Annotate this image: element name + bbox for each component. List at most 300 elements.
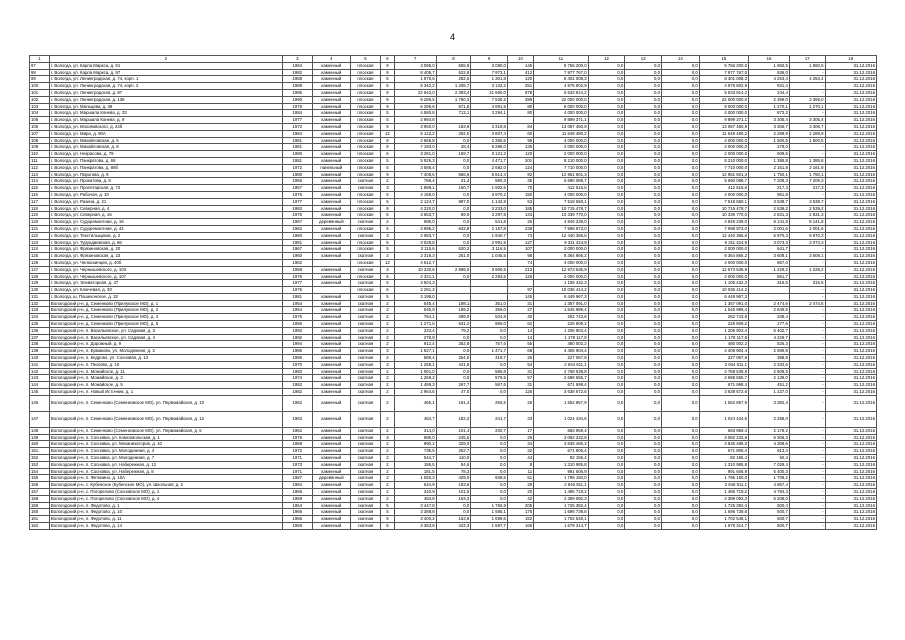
table-cell: 2 332,6: [749, 361, 790, 368]
table-cell: 1981: [282, 137, 312, 144]
table-cell: 9 286,5: [394, 96, 436, 103]
table-cell: 1979: [282, 103, 312, 110]
table-cell: 1 105 432,3: [699, 280, 748, 287]
table-cell: каменный: [313, 76, 351, 83]
table-cell: 3 198,0: [394, 293, 436, 300]
table-cell: скатная: [350, 368, 380, 375]
table-cell: 5: [381, 523, 395, 530]
table-cell: 0,0: [588, 355, 625, 362]
table-cell: Вологодский р-н, п. Можайское, д. 5: [49, 382, 282, 389]
table-cell: 544,9: [394, 482, 436, 489]
table-cell: 5 970,3: [749, 232, 790, 239]
table-cell: 0,0: [588, 502, 625, 509]
table-cell: 143: [30, 375, 50, 382]
table-cell: 2: [381, 395, 395, 411]
table-cell: панельный: [313, 164, 351, 171]
table-cell: 148: [30, 427, 50, 434]
table-cell: каменный: [313, 327, 351, 334]
table-cell: 0,0: [662, 232, 700, 239]
table-cell: 2 001,6: [749, 225, 790, 232]
table-cell: 0,0: [436, 205, 471, 212]
table-cell: деревянный: [313, 219, 351, 226]
table-cell: 1 178 117,8: [534, 334, 589, 341]
table-cell: скатная: [350, 178, 380, 185]
table-cell: 3 029,8: [394, 239, 436, 246]
table-cell: 20: [507, 489, 533, 496]
table-cell: 2: [381, 300, 395, 307]
table-cell: 31.12.2016: [825, 212, 876, 219]
table-cell: -: [789, 144, 825, 151]
table-cell: Вологодский р-н, п. Дорожный, д. 9: [49, 341, 282, 348]
table-cell: 0,0: [588, 395, 625, 411]
table-cell: 144: [507, 212, 533, 219]
table-cell: 2 964,6: [394, 389, 436, 396]
table-cell: -: [789, 368, 825, 375]
table-cell: Вологодский р-н, п. Федотово, д. 11: [49, 516, 282, 523]
table-cell: 0,0: [625, 253, 662, 260]
table-cell: 6 286,0: [471, 144, 508, 151]
table-cell: 31.12.2016: [825, 280, 876, 287]
table-cell: 1 750,1: [749, 171, 790, 178]
table-cell: 1 050,3: [394, 475, 436, 482]
table-cell: 5 690 088,7: [699, 178, 748, 185]
table-cell: 127: [30, 266, 50, 273]
table-cell: 115: [30, 185, 50, 192]
table-cell: 1 696 739,8: [534, 509, 589, 516]
table-cell: 31.12.2016: [825, 232, 876, 239]
table-cell: 1962: [282, 225, 312, 232]
table-cell: 0,0: [588, 293, 625, 300]
table-cell: 1967: [282, 246, 312, 253]
table-cell: 11 649 480,2: [699, 130, 748, 137]
table-cell: 2 355,6: [471, 137, 508, 144]
table-cell: 4 975 802,9: [534, 83, 589, 90]
table-cell: 2 178,2: [749, 427, 790, 434]
table-cell: 158: [30, 495, 50, 502]
table-cell: плоская: [350, 110, 380, 117]
table-cell: 2 289,9: [789, 130, 825, 137]
table-cell: 282,6: [436, 76, 471, 83]
table-cell: 0,0: [588, 253, 625, 260]
table-cell: 0,0: [662, 523, 700, 530]
table-cell: 78,3: [436, 468, 471, 475]
table-cell: 2: [381, 355, 395, 362]
table-cell: 1954: [282, 307, 312, 314]
table-cell: 0,0: [662, 361, 700, 368]
table-cell: -: [789, 321, 825, 328]
table-cell: 31.12.2016: [825, 89, 876, 96]
table-row: [30, 334, 877, 341]
table-cell: 150: [30, 441, 50, 448]
table-cell: Вологодский р-н, п. Кедрово, ул. Сосновая, д. 13: [49, 355, 282, 362]
table-cell: 1 902,6: [471, 185, 508, 192]
table-cell: 124: [507, 164, 533, 171]
table-cell: 225 809,2: [534, 321, 589, 328]
table-cell: 7 405,6: [394, 171, 436, 178]
table-cell: 713,1: [436, 110, 471, 117]
table-cell: 5 533 814,2: [534, 89, 589, 96]
table-cell: каменный: [313, 516, 351, 523]
table-cell: 251: [507, 83, 533, 90]
table-cell: 0,0: [625, 307, 662, 314]
table-cell: 412 516,6: [699, 185, 748, 192]
table-cell: 0,0: [436, 157, 471, 164]
table-cell: 3 306,7: [789, 123, 825, 130]
table-cell: г. Вологда, ул. Турундаевская, д. 66: [49, 239, 282, 246]
table-cell: 26: [507, 395, 533, 411]
table-cell: 1957: [282, 185, 312, 192]
table-cell: 0,0: [588, 157, 625, 164]
table-cell: 0,0: [625, 212, 662, 219]
table-cell: 29: [507, 434, 533, 441]
table-row: [30, 212, 877, 219]
table-cell: каменный: [313, 455, 351, 462]
table-cell: каменный: [313, 448, 351, 455]
table-cell: 5 533 814,2: [699, 89, 748, 96]
table-cell: 526,3: [749, 341, 790, 348]
table-cell: 1968: [282, 441, 312, 448]
table-cell: 1 045,5: [471, 253, 508, 260]
table-cell: 2 293,5: [471, 273, 508, 280]
table-cell: 0,0: [588, 171, 625, 178]
table-cell: 2 389 092,3: [699, 495, 748, 502]
table-cell: 352,8: [436, 341, 471, 348]
table-cell: Вологодский р-н, п. Сосновка, ул. Комсомольская, д. 1: [49, 434, 282, 441]
table-cell: 315,5: [749, 280, 790, 287]
column-number-13: 13: [625, 56, 662, 63]
table-cell: 2 000 000,0: [534, 246, 589, 253]
table-row: [30, 151, 877, 158]
table-cell: 0,0: [662, 253, 700, 260]
table-cell: [749, 293, 790, 300]
table-cell: 3 608,1: [749, 253, 790, 260]
table-cell: 1 702 548,1: [699, 516, 748, 523]
table-cell: 0,0: [625, 157, 662, 164]
table-row: [30, 123, 877, 130]
table-row: [30, 348, 877, 355]
table-cell: 0,0: [625, 287, 662, 294]
table-cell: г. Вологда, ул. Челюскинцев, д. 40б: [49, 259, 282, 266]
table-cell: Вологодский р-н, д. Семенково (Прилукское МО), д. 4: [49, 314, 282, 321]
table-cell: 84,6: [436, 461, 471, 468]
table-cell: 3: [381, 434, 395, 441]
table-cell: 0,0: [588, 130, 625, 137]
table-cell: скатная: [350, 411, 380, 427]
table-cell: каменный: [313, 348, 351, 355]
table-cell: 110: [30, 151, 50, 158]
table-cell: 0,0: [588, 76, 625, 83]
table-cell: -: [789, 468, 825, 475]
table-cell: каменный: [313, 355, 351, 362]
table-cell: Вологодский р-н, п. Можайское, д. 2: [49, 375, 282, 382]
table-cell: 82 155,4: [534, 455, 589, 462]
table-cell: -: [789, 89, 825, 96]
table-cell: 0,0: [625, 171, 662, 178]
table-cell: 0,0: [662, 348, 700, 355]
table-cell: 867,0: [749, 259, 790, 266]
table-cell: 0,0: [625, 239, 662, 246]
table-cell: -: [789, 246, 825, 253]
table-row: [30, 232, 877, 239]
table-cell: 3 388,8: [394, 509, 436, 516]
table-cell: 31.12.2016: [825, 123, 876, 130]
table-cell: 0,0: [662, 164, 700, 171]
table-cell: скатная: [350, 327, 380, 334]
table-row: [30, 411, 877, 427]
table-cell: 569,4: [394, 355, 436, 362]
table-cell: 132: [30, 300, 50, 307]
table-cell: 3 905,5: [471, 266, 508, 273]
table-cell: 31.12.2016: [825, 375, 876, 382]
table-cell: 3 504,3: [394, 280, 436, 287]
table-cell: 642,8: [436, 225, 471, 232]
table-cell: 522,8: [436, 69, 471, 76]
table-cell: 98: [30, 69, 50, 76]
table-cell: плоская: [350, 198, 380, 205]
table-cell: 34: [507, 441, 533, 448]
table-cell: каменный: [313, 502, 351, 509]
table-cell: 10 036 414,2: [534, 287, 589, 294]
table-cell: 1959: [282, 495, 312, 502]
table-cell: 1958: [282, 266, 312, 273]
table-cell: 7 536,2: [471, 96, 508, 103]
table-cell: 2: [381, 489, 395, 496]
table-cell: каменный: [313, 382, 351, 389]
data-table: [29, 55, 877, 530]
table-cell: 5: [381, 151, 395, 158]
table-cell: каменный: [313, 137, 351, 144]
table-cell: 936,0: [749, 69, 790, 76]
table-cell: 0,0: [662, 389, 700, 396]
table-cell: 5 614,4: [471, 171, 508, 178]
table-cell: 5: [381, 198, 395, 205]
table-row: [30, 110, 877, 117]
table-cell: скатная: [350, 321, 380, 328]
table-cell: каменный: [313, 89, 351, 96]
table-cell: 3 608,1: [789, 253, 825, 260]
table-cell: 398,8: [749, 355, 790, 362]
table-row: [30, 516, 877, 523]
table-row: [30, 523, 877, 530]
table-cell: 4 406 904,4: [699, 348, 748, 355]
table-cell: 1 357 091,0: [534, 300, 589, 307]
table-cell: 1980: [282, 171, 312, 178]
table-cell: 4 849 239,0: [699, 219, 748, 226]
table-cell: 500,4: [749, 502, 790, 509]
table-cell: 26: [507, 219, 533, 226]
table-cell: 0,0: [588, 69, 625, 76]
table-cell: скатная: [350, 382, 380, 389]
table-header-row: [30, 56, 877, 63]
table-cell: каменный: [313, 151, 351, 158]
table-cell: 1 385,8: [749, 157, 790, 164]
table-cell: 0,0: [662, 489, 700, 496]
table-cell: 3 638 672,6: [534, 389, 589, 396]
table-cell: 0,0: [625, 502, 662, 509]
table-cell: 152: [507, 516, 533, 523]
table-cell: -: [789, 151, 825, 158]
table-cell: 4 000 000,0: [699, 191, 748, 198]
table-cell: г. Вологда, ул. Михайловская, д. 6: [49, 137, 282, 144]
table-cell: -: [789, 361, 825, 368]
table-cell: 31.12.2016: [825, 314, 876, 321]
table-cell: 241,7: [471, 411, 508, 427]
table-cell: 1984: [282, 482, 312, 489]
table-cell: 878: [507, 89, 533, 96]
table-cell: 3 653,7: [394, 212, 436, 219]
table-cell: 2: [381, 307, 395, 314]
table-cell: 31.12.2016: [825, 246, 876, 253]
table-cell: 0,0: [588, 198, 625, 205]
table-cell: г. Вологда, ул. Судоремонтная, д. 16: [49, 219, 282, 226]
table-cell: 31.12.2016: [825, 509, 876, 516]
table-cell: 137: [30, 334, 50, 341]
table-cell: 31.12.2016: [825, 300, 876, 307]
table-cell: -: [789, 411, 825, 427]
table-cell: 1 206 903,4: [534, 327, 589, 334]
table-row: [30, 441, 877, 448]
table-cell: 2 768 538,8: [534, 368, 589, 375]
table-cell: плоская: [350, 89, 380, 96]
table-cell: 4 000 000,0: [534, 191, 589, 198]
table-cell: 4 580,8: [394, 110, 436, 117]
table-cell: 3 638 672,6: [699, 389, 748, 396]
table-cell: 1 976,6: [394, 76, 436, 83]
table-cell: 0,0: [588, 89, 625, 96]
table-cell: 0,0: [588, 62, 625, 69]
table-cell: 343,3: [436, 523, 471, 530]
table-cell: 2: [381, 375, 395, 382]
table-cell: 31.12.2016: [825, 327, 876, 334]
table-cell: 0,0: [588, 225, 625, 232]
table-cell: 1 489,3: [394, 382, 436, 389]
table-row: [30, 321, 877, 328]
table-row: [30, 327, 877, 334]
table-cell: 0,0: [588, 361, 625, 368]
table-cell: 3 132,2: [471, 83, 508, 90]
table-cell: 89,9: [436, 212, 471, 219]
table-cell: 116: [30, 191, 50, 198]
table-cell: 1976: [282, 212, 312, 219]
table-cell: 500,7: [749, 516, 790, 523]
table-cell: 2 688 555,7: [699, 375, 748, 382]
table-cell: 145: [507, 293, 533, 300]
table-cell: 31.12.2016: [825, 427, 876, 434]
table-cell: скатная: [350, 434, 380, 441]
table-cell: 683 959,4: [534, 427, 589, 434]
table-cell: 348,4: [749, 314, 790, 321]
table-cell: 6 449 967,3: [534, 293, 589, 300]
table-cell: 1 208,7: [436, 83, 471, 90]
table-cell: каменный: [313, 157, 351, 164]
table-cell: 1981: [282, 157, 312, 164]
table-cell: 31.12.2016: [825, 482, 876, 489]
table-cell: 12 573 536,9: [699, 266, 748, 273]
table-cell: 1 301,8: [471, 76, 508, 83]
table-cell: 0,0: [588, 103, 625, 110]
table-cell: 92: [507, 171, 533, 178]
table-cell: 0,0: [662, 395, 700, 411]
table-cell: 28,4: [436, 144, 471, 151]
table-cell: 0,0: [436, 375, 471, 382]
table-cell: 251,0: [436, 253, 471, 260]
table-cell: 4 229,7: [749, 334, 790, 341]
table-cell: 0,0: [588, 455, 625, 462]
table-cell: 2 369,0: [789, 96, 825, 103]
table-cell: 278,8: [394, 334, 436, 341]
table-cell: скатная: [350, 441, 380, 448]
table-cell: 9: [381, 103, 395, 110]
table-cell: -: [789, 191, 825, 198]
table-cell: 3 353,8: [394, 523, 436, 530]
column-number-11: 11: [534, 56, 589, 63]
table-cell: 0,0: [625, 375, 662, 382]
table-row: [30, 389, 877, 396]
table-cell: каменный: [313, 246, 351, 253]
table-cell: 100: [30, 83, 50, 90]
table-cell: 31.12.2016: [825, 198, 876, 205]
table-cell: 1 270,1: [789, 103, 825, 110]
table-cell: 1982: [282, 389, 312, 396]
table-cell: 5 208,0: [749, 495, 790, 502]
table-cell: плоская: [350, 103, 380, 110]
table-cell: каменный: [313, 266, 351, 273]
table-cell: 0,0: [662, 212, 700, 219]
table-cell: 0,0: [625, 62, 662, 69]
table-cell: 8 364 866,2: [534, 253, 589, 260]
table-cell: Вологодский р-н, п. Новый Источник, д. 1: [49, 389, 282, 396]
table-cell: -: [789, 441, 825, 448]
table-cell: плоская: [350, 137, 380, 144]
table-cell: 0,0: [471, 434, 508, 441]
table-cell: 1986: [282, 348, 312, 355]
table-cell: 0,0: [625, 225, 662, 232]
table-cell: г. Вологда, ул. Рабочая, д. 10: [49, 191, 282, 198]
table-cell: 0,0: [662, 475, 700, 482]
table-cell: скатная: [350, 523, 380, 530]
table-cell: 480 002,2: [699, 341, 748, 348]
table-cell: 2 898,0: [436, 266, 471, 273]
table-cell: -: [789, 427, 825, 434]
table-row: [30, 103, 877, 110]
table-row: [30, 382, 877, 389]
table-cell: 8 401 008,3: [534, 76, 589, 83]
table-cell: 587,6: [471, 382, 508, 389]
table-cell: 2 161,8: [789, 164, 825, 171]
table-cell: 1956: [282, 321, 312, 328]
table-cell: 73: [507, 232, 533, 239]
table-cell: 60: [507, 130, 533, 137]
table-cell: 0,0: [662, 239, 700, 246]
table-cell: 0,0: [625, 489, 662, 496]
table-row: [30, 395, 877, 411]
table-cell: 0,0: [471, 468, 508, 475]
table-cell: 181,5: [394, 468, 436, 475]
table-cell: 0,0: [625, 395, 662, 411]
table-cell: 4 000 000,0: [534, 137, 589, 144]
table-cell: 0,0: [625, 461, 662, 468]
table-cell: 2: [381, 334, 395, 341]
table-cell: 0,0: [588, 96, 625, 103]
table-cell: 185: [507, 205, 533, 212]
table-cell: скатная: [350, 334, 380, 341]
table-cell: 10 715 478,7: [699, 205, 748, 212]
table-cell: 0,0: [662, 205, 700, 212]
table-cell: 0,0: [588, 110, 625, 117]
table-row: [30, 273, 877, 280]
table-cell: 138: [30, 341, 50, 348]
table-cell: 122: [30, 232, 50, 239]
